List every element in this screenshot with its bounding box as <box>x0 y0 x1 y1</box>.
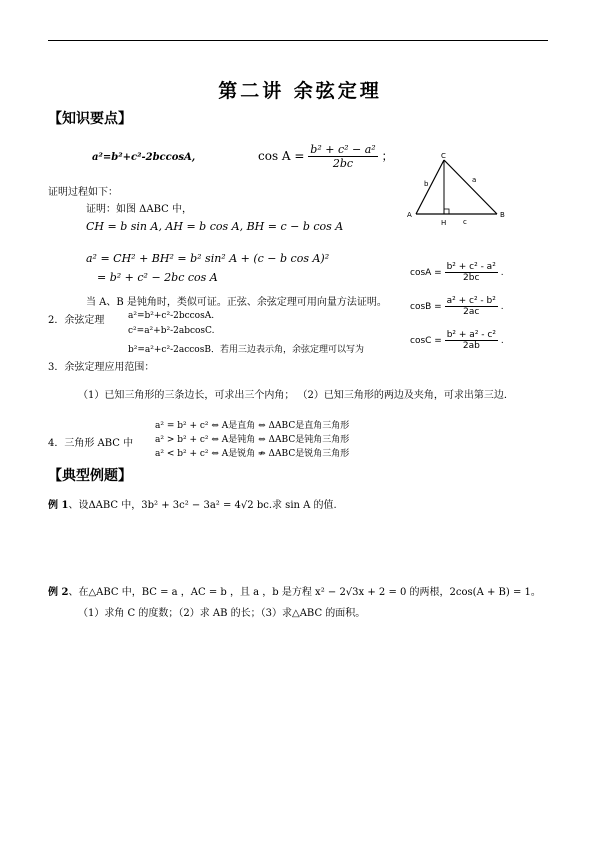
example-2-subquestions: （1）求角 C 的度数；（2）求 AB 的长；（3）求△ABC 的面积。 <box>78 608 366 619</box>
proof-line-3: a² = CH² + BH² = b² sin² A + (c − b cos A)² <box>86 252 330 265</box>
right-angle-mark <box>444 209 449 214</box>
example-1 <box>48 496 337 511</box>
item2-label: 2．余弦定理 <box>48 315 105 326</box>
cos-form-A-num: b² + c² - a² <box>446 262 496 272</box>
item4-line-2: a² > b² + c² ⇔ A是钝角 ⇔ ΔABC是钝角三角形 <box>155 435 350 445</box>
section-header-examples: 【典型例题】 <box>48 468 132 484</box>
top-rule <box>48 40 548 41</box>
cos-form-B <box>410 296 504 317</box>
section-header-knowledge: 【知识要点】 <box>48 111 132 127</box>
cosA-denominator: 2bc <box>308 156 377 170</box>
cos-form-C-den: 2ab <box>445 340 498 351</box>
label-a: a <box>472 176 477 184</box>
proof-line-1: 证明：如图 ΔABC 中， <box>86 204 192 215</box>
cos-form-B-lhs: cosB = <box>410 302 442 312</box>
item2-formula-3: b²=a²+c²-2accosB．若用三边表示角，余弦定理可以写为 <box>128 345 364 355</box>
side-b <box>416 160 444 214</box>
cosA-numerator: b² + c² − a² <box>310 143 376 156</box>
proof-intro: 证明过程如下： <box>48 187 118 198</box>
proof-line-5: 当 A、B 是钝角时，类似可证。正弦、余弦定理可用向量方法证明。 <box>86 297 387 308</box>
cos-form-A-den: 2bc <box>445 272 498 283</box>
cos-form-A-lhs: cosA = <box>410 268 442 278</box>
side-a <box>444 160 497 214</box>
item3-label: 3．余弦定理应用范围： <box>48 362 155 373</box>
cosA-tail: ； <box>381 149 394 163</box>
item4-line-1: a² = b² + c² ⇔ A是直角 ⇔ ΔABC是直角三角形 <box>155 421 350 431</box>
cos-form-B-den: 2ac <box>445 306 498 317</box>
example-1-label: 例 1 <box>48 500 69 511</box>
label-b: b <box>424 180 429 188</box>
example-2 <box>48 583 541 598</box>
example-2-label: 例 2 <box>48 587 69 598</box>
item2-formula-2: c²=a²+b²-2abcosC. <box>128 326 215 336</box>
item4-line-3: a² < b² + c² ⇔ A是锐角 ⇏ ΔABC是锐角三角形 <box>155 449 350 459</box>
item2-formula-1: a²=b²+c²-2bccosA. <box>128 311 215 321</box>
item3-desc: （1）已知三角形的三条边长，可求出三个内角； （2）已知三角形的两边及夹角，可求出第三边． <box>78 390 514 401</box>
cos-form-C-tail: . <box>500 336 504 346</box>
cos-form-C <box>410 330 504 351</box>
label-c: c <box>463 218 467 226</box>
proof-line-4: = b² + c² − 2bc cos A <box>97 271 218 284</box>
vertex-B: B <box>500 211 505 219</box>
example-2-text: 、在△ABC 中，BC = a ，AC = b ，且 a ，b 是方程 x² − 2√3x + 2 = 0 的两根，2cos(A + B) = 1。 <box>68 587 541 598</box>
cosA-formula <box>258 143 394 170</box>
cosA-lhs: cos A = <box>258 149 305 163</box>
example-1-text: 、设ΔABC 中，3b² + 3c² − 3a² = 4√2 bc.求 sin A 的值. <box>68 500 337 511</box>
cos-form-B-num: a² + c² - b² <box>446 296 496 306</box>
vertex-A: A <box>407 211 412 219</box>
cos-form-C-num: b² + a² - c² <box>446 330 496 340</box>
cos-form-A-tail: . <box>500 268 504 278</box>
cos-form-B-tail: . <box>500 302 504 312</box>
foot-H: H <box>441 219 447 227</box>
proof-line-2: CH = b sin A, AH = b cos A, BH = c − b cos A <box>86 220 344 233</box>
cosine-law-formula: a²=b²+c²-2bccosA, <box>92 152 196 163</box>
cos-form-C-lhs: cosC = <box>410 336 442 346</box>
cos-form-A <box>410 262 504 283</box>
vertex-C: C <box>441 152 446 160</box>
item4-label: 4．三角形 ABC 中 <box>48 438 134 449</box>
triangle-diagram <box>400 150 515 230</box>
page-title: 第二讲 余弦定理 <box>218 80 382 102</box>
